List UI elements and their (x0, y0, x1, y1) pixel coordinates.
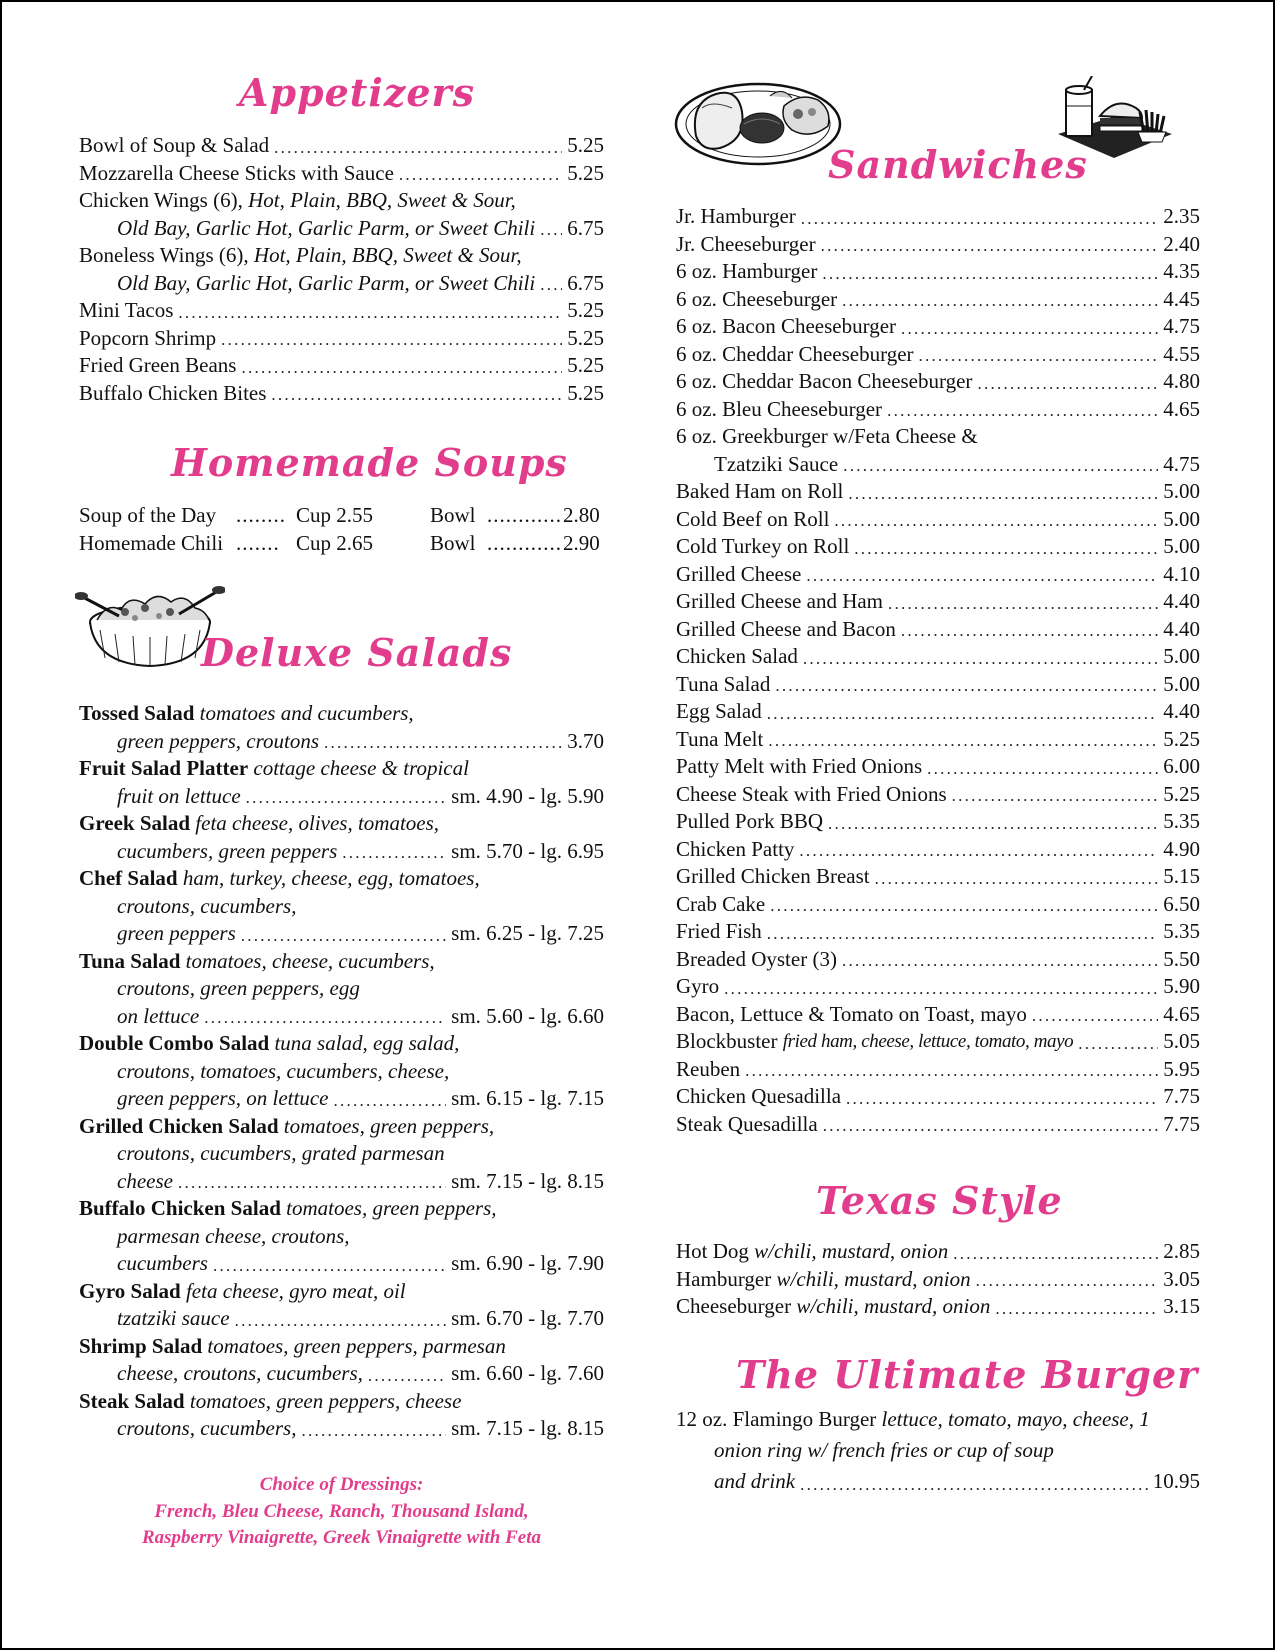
list-item: green peppers . . . sm. 6.25 - lg. 7.25 (79, 920, 604, 948)
list-item: Grilled Chicken Breast . . . 5.15 (676, 863, 1200, 891)
list-item: Buffalo Chicken Salad tomatoes, green peppers, (79, 1196, 497, 1220)
list-item: Double Combo Salad tuna salad, egg salad, (79, 1031, 460, 1055)
list-item: green peppers, croutons . . . 3.70 (79, 728, 604, 756)
appetizers-heading: Appetizers (239, 70, 475, 115)
list-item: Gyro Salad feta cheese, gyro meat, oil (79, 1278, 406, 1303)
list-item: Patty Melt with Fried Onions . . . 6.00 (676, 753, 1200, 781)
list-item: Grilled Chicken Salad tomatoes, green peppers, (79, 1113, 495, 1138)
list-item: Chef Salad ham, turkey, cheese, egg, tomatoes, (79, 866, 480, 890)
list-item: Egg Salad . . . 4.40 (676, 698, 1200, 726)
list-item: Grilled Cheese and Ham . . . 4.40 (676, 588, 1200, 616)
list-item: fruit on lettuce . . . sm. 4.90 - lg. 5.90 (79, 783, 604, 811)
list-item: Hamburger w/chili, mustard, onion . . . 3.05 (676, 1266, 1200, 1294)
list-item: Blockbuster fried ham, cheese, lettuce, tomato, mayo . . . 5.05 (676, 1028, 1200, 1056)
list-item: Bowl of Soup & Salad . . . 5.25 (79, 132, 604, 160)
list-item: Tuna Melt . . . 5.25 (676, 726, 1200, 754)
appetizers-list (79, 132, 604, 407)
texas-list (676, 1238, 1200, 1321)
list-item: Reuben . . . 5.95 (676, 1056, 1200, 1084)
list-item: 6 oz. Hamburger . . . 4.35 (676, 258, 1200, 286)
list-item: and drink . . . 10.95 (676, 1466, 1200, 1497)
list-item: Jr. Hamburger . . . 2.35 (676, 203, 1200, 231)
list-item: Crab Cake . . . 6.50 (676, 891, 1200, 919)
list-item: Jr. Cheeseburger . . . 2.40 (676, 231, 1200, 259)
list-item: croutons, tomatoes, cucumbers, cheese, (117, 1058, 450, 1083)
list-item: 6 oz. Bleu Cheeseburger . . . 4.65 (676, 396, 1200, 424)
list-item: tzatziki sauce . . . sm. 6.70 - lg. 7.70 (79, 1305, 604, 1333)
list-item: cucumbers . . . sm. 6.90 - lg. 7.90 (79, 1250, 604, 1278)
list-item: Steak Salad tomatoes, green peppers, cheese (79, 1388, 462, 1413)
list-item: Chicken Patty . . . 4.90 (676, 836, 1200, 864)
list-item: Gyro . . . 5.90 (676, 973, 1200, 1001)
list-item: Cheese Steak with Fried Onions . . . 5.25 (676, 781, 1200, 809)
list-item: Cold Beef on Roll . . . 5.00 (676, 506, 1200, 534)
list-item: 12 oz. Flamingo Burger lettuce, tomato, mayo, cheese, 1 (676, 1407, 1150, 1431)
list-item: cheese . . . sm. 7.15 - lg. 8.15 (79, 1168, 604, 1196)
list-item: croutons, cucumbers, . . . sm. 7.15 - lg. 8.15 (79, 1415, 604, 1443)
list-item: Baked Ham on Roll . . . 5.00 (676, 478, 1200, 506)
list-item: Chicken Salad . . . 5.00 (676, 643, 1200, 671)
sandwiches-heading: Sandwiches (828, 142, 1088, 187)
salads-heading: Deluxe Salads (201, 630, 513, 675)
list-item: cheese, croutons, cucumbers, . . . sm. 6.60 - lg. 7.60 (79, 1360, 604, 1388)
sandwich-platter-icon (674, 78, 842, 168)
soups-list (79, 502, 604, 557)
list-item: croutons, cucumbers, grated parmesan (117, 1141, 445, 1165)
sandwiches-list (676, 203, 1200, 1138)
list-item: 6 oz. Cheddar Cheeseburger . . . 4.55 (676, 341, 1200, 369)
list-item: Tzatziki Sauce . . . 4.75 (676, 451, 1200, 479)
list-item: Boneless Wings (6), Hot, Plain, BBQ, Sweet & Sour, (79, 243, 522, 267)
salads-list (79, 700, 604, 1443)
list-item: Chicken Wings (6), Hot, Plain, BBQ, Sweet & Sour, (79, 188, 516, 212)
list-item: on lettuce . . . sm. 5.60 - lg. 6.60 (79, 1003, 604, 1031)
list-item: Bacon, Lettuce & Tomato on Toast, mayo . . . 4.65 (676, 1001, 1200, 1029)
list-item: Fruit Salad Platter cottage cheese & tropical (79, 756, 469, 780)
list-item: green peppers, on lettuce . . . sm. 6.15 - lg. 7.15 (79, 1085, 604, 1113)
list-item: Old Bay, Garlic Hot, Garlic Parm, or Sweet Chili . . . 6.75 (79, 270, 604, 298)
list-item: 6 oz. Greekburger w/Feta Cheese & (676, 424, 978, 448)
list-item: Fried Green Beans . . . 5.25 (79, 352, 604, 380)
list-item: Soup of the Day ........ Cup 2.55 Bowl ............ 2.80 (79, 503, 600, 527)
dressings-note: Choice of Dressings: French, Bleu Cheese, Ranch, Thousand Island, Raspberry Vinaigrette, Greek Vinaigrette with Feta (141, 1474, 542, 1548)
list-item: 6 oz. Cheddar Bacon Cheeseburger . . . 4.80 (676, 368, 1200, 396)
list-item: Pulled Pork BBQ . . . 5.35 (676, 808, 1200, 836)
list-item: Homemade Chili ....... Cup 2.65 Bowl ............ 2.90 (79, 530, 600, 555)
list-item: Breaded Oyster (3) . . . 5.50 (676, 946, 1200, 974)
list-item: 6 oz. Bacon Cheeseburger . . . 4.75 (676, 313, 1200, 341)
ultimate-burger-heading: The Ultimate Burger (736, 1352, 1199, 1397)
list-item: onion ring w/ french fries or cup of soup (714, 1438, 1054, 1462)
list-item: Buffalo Chicken Bites . . . 5.25 (79, 380, 604, 408)
list-item: cucumbers, green peppers . . . sm. 5.70 - lg. 6.95 (79, 838, 604, 866)
list-item: croutons, cucumbers, (117, 893, 297, 918)
list-item: Hot Dog w/chili, mustard, onion . . . 2.85 (676, 1238, 1200, 1266)
list-item: Fried Fish . . . 5.35 (676, 918, 1200, 946)
list-item: Grilled Cheese and Bacon . . . 4.40 (676, 616, 1200, 644)
ultimate-burger-item (676, 1404, 1200, 1497)
list-item: Steak Quesadilla . . . 7.75 (676, 1111, 1200, 1139)
list-item: Tuna Salad . . . 5.00 (676, 671, 1200, 699)
list-item: Tossed Salad tomatoes and cucumbers, (79, 701, 414, 725)
list-item: Greek Salad feta cheese, olives, tomatoes, (79, 811, 440, 835)
list-item: Cold Turkey on Roll . . . 5.00 (676, 533, 1200, 561)
list-item: Tuna Salad tomatoes, cheese, cucumbers, (79, 948, 435, 973)
list-item: Chicken Quesadilla . . . 7.75 (676, 1083, 1200, 1111)
list-item: Shrimp Salad tomatoes, green peppers, parmesan (79, 1333, 506, 1358)
list-item: parmesan cheese, croutons, (117, 1223, 350, 1248)
texas-heading: Texas Style (816, 1178, 1063, 1223)
list-item: 6 oz. Cheeseburger . . . 4.45 (676, 286, 1200, 314)
list-item: Popcorn Shrimp . . . 5.25 (79, 325, 604, 353)
list-item: croutons, green peppers, egg (117, 976, 360, 1000)
list-item: Old Bay, Garlic Hot, Garlic Parm, or Sweet Chili . . . 6.75 (79, 215, 604, 243)
list-item: Mozzarella Cheese Sticks with Sauce . . . 5.25 (79, 160, 604, 188)
list-item: Cheeseburger w/chili, mustard, onion . . . 3.15 (676, 1293, 1200, 1321)
list-item: Mini Tacos . . . 5.25 (79, 297, 604, 325)
soups-heading: Homemade Soups (171, 440, 568, 485)
list-item: Grilled Cheese . . . 4.10 (676, 561, 1200, 589)
